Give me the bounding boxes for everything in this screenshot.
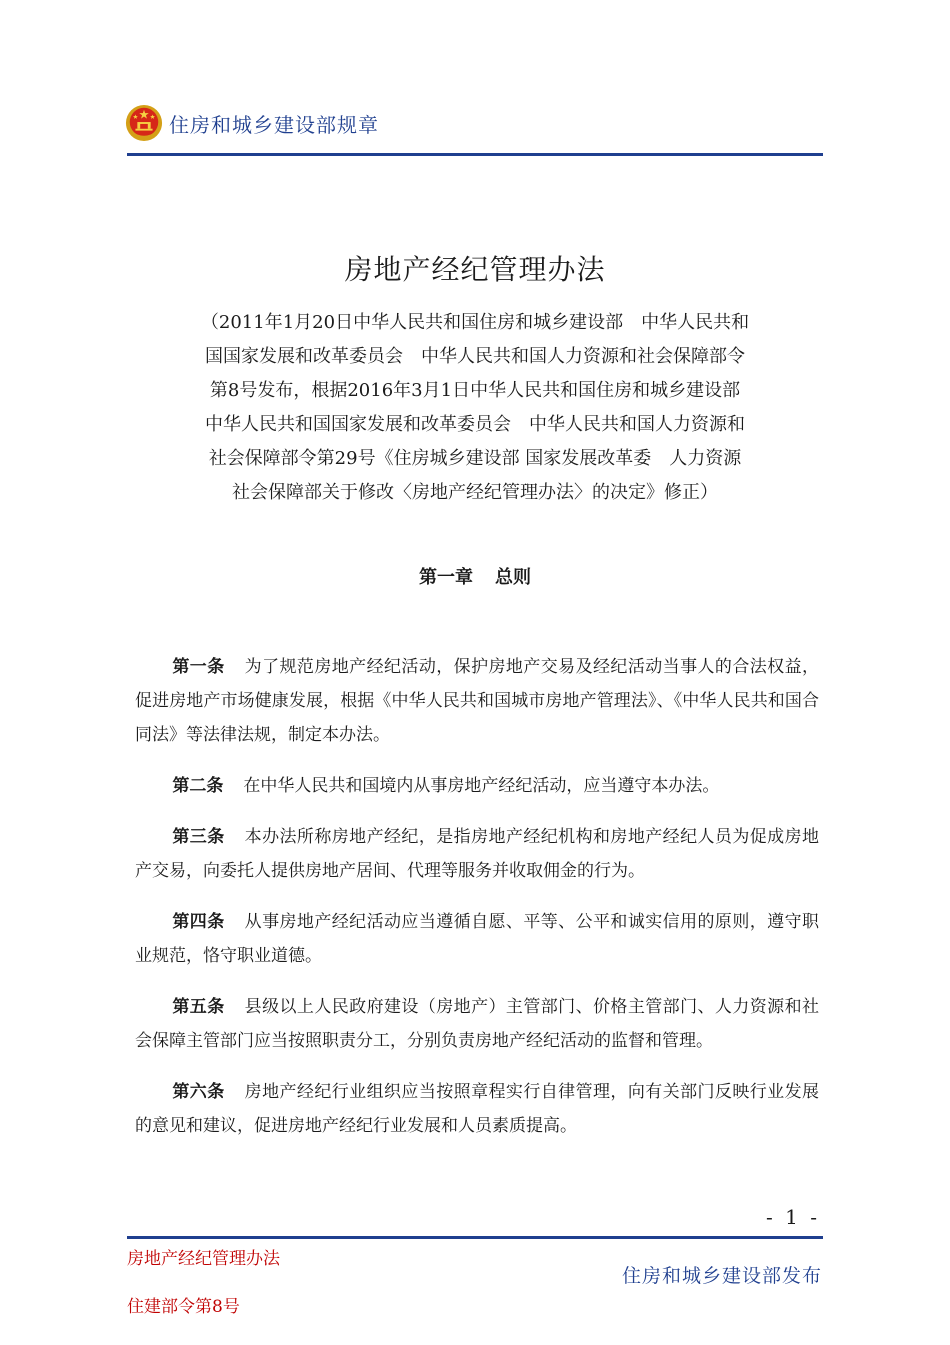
header-title: 住房和城乡建设部规章	[169, 112, 379, 137]
subtitle-line: 社会保障部关于修改〈房地产经纪管理办法〉的决定》修正）	[232, 482, 718, 503]
page-number: - 1 -	[766, 1205, 820, 1229]
article-text: 为了规范房地产经纪活动，保护房地产交易及经纪活动当事人的合法权益，促进房地产市场健康发展，根据《中华人民共和国城市房地产管理法》、《中华人民共和国合同法》等法律法规，制定本办法。	[135, 657, 820, 745]
header-divider	[127, 153, 823, 156]
article	[135, 905, 819, 973]
article-text: 房地产经纪行业组织应当按照章程实行自律管理，向有关部门反映行业发展的意见和建议，促进房地产经纪行业发展和人员素质提高。	[135, 1082, 820, 1136]
article-label: 第二条	[172, 776, 224, 796]
subtitle-line: 第8号发布，根据2016年3月1日中华人民共和国住房和城乡建设部	[209, 380, 741, 401]
article-text: 在中华人民共和国境内从事房地产经纪活动，应当遵守本办法。	[243, 776, 720, 796]
subtitle-line: 社会保障部令第29号《住房城乡建设部 国家发展改革委 人力资源	[208, 448, 742, 469]
article-label: 第五条	[172, 997, 225, 1017]
document-subtitle	[127, 306, 823, 510]
article-label: 第四条	[172, 912, 225, 932]
article	[135, 990, 819, 1058]
footer-order-number: 住建部令第8号	[127, 1297, 240, 1317]
article-label: 第三条	[172, 827, 225, 847]
article-text: 从事房地产经纪活动应当遵循自愿、平等、公平和诚实信用的原则，遵守职业规范，恪守职业道德。	[135, 912, 820, 966]
footer-divider	[127, 1236, 823, 1239]
document-title: 房地产经纪管理办法	[344, 253, 606, 286]
article	[135, 769, 819, 803]
article-text: 本办法所称房地产经纪，是指房地产经纪机构和房地产经纪人员为促成房地产交易，向委托人提供房地产居间、代理等服务并收取佣金的行为。	[135, 827, 820, 881]
article	[135, 650, 819, 752]
chapter-heading	[0, 563, 950, 589]
article-label: 第一条	[172, 657, 225, 677]
article-text: 县级以上人民政府建设（房地产）主管部门、价格主管部门、人力资源和社会保障主管部门应当按照职责分工，分别负责房地产经纪活动的监督和管理。	[135, 997, 820, 1051]
chapter-number: 第一章	[419, 567, 473, 588]
chapter-name: 总则	[495, 567, 531, 588]
subtitle-line: 中华人民共和国国家发展和改革委员会 中华人民共和国人力资源和	[205, 414, 745, 435]
article	[135, 1075, 819, 1143]
subtitle-line: （2011年1月20日中华人民共和国住房和城乡建设部 中华人民共和	[200, 312, 750, 333]
footer-document-name: 房地产经纪管理办法	[127, 1249, 280, 1269]
article	[135, 820, 819, 888]
page-header	[125, 103, 379, 143]
national-emblem-icon	[125, 104, 163, 142]
article-label: 第六条	[172, 1082, 225, 1102]
footer-publisher: 住房和城乡建设部发布	[621, 1265, 822, 1287]
subtitle-line: 国国家发展和改革委员会 中华人民共和国人力资源和社会保障部令	[205, 346, 745, 367]
article-list	[135, 650, 819, 1160]
